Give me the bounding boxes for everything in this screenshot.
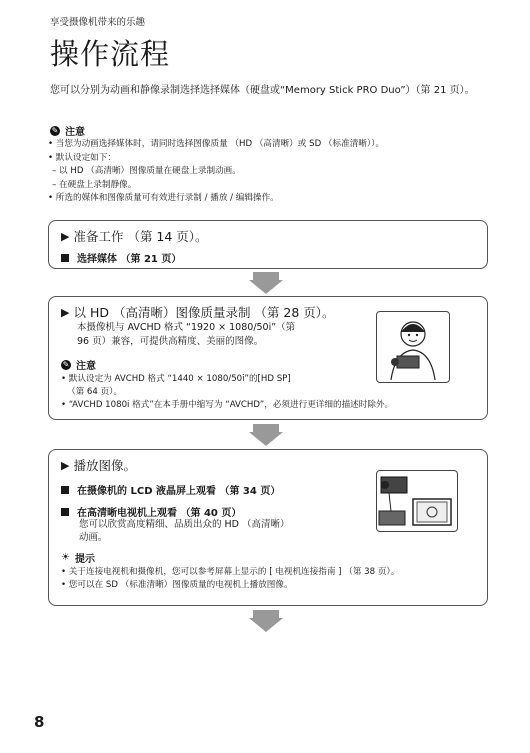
step-item: [61, 250, 181, 265]
step-description: [77, 321, 295, 349]
note-item: • 默认设定如下：: [48, 152, 116, 163]
step-heading-label: 以 HD （高清晰）图像质量录制 （第 28 页）。: [73, 305, 335, 320]
square-bullet-icon: [61, 486, 69, 494]
note-heading-label: 注意: [65, 127, 85, 138]
desc-line: 本摄像机与 AVCHD 格式 “1920 × 1080/50i”（第: [77, 322, 296, 333]
step-item-label: 在高清晰电视机上观看 （第 40 页）: [77, 508, 242, 519]
page-number: 8: [34, 713, 45, 731]
playback-illustration: [376, 470, 458, 532]
desc-line: 您可以欣赏高度精细、品质出众的 HD （高清晰）: [79, 519, 290, 530]
note-item: （第 64 页）。: [67, 387, 123, 397]
note-item: • 当您为动画选择媒体时，请同时选择图像质量 （HD （高清晰）或 SD （标准清晰））。: [48, 139, 385, 149]
lightbulb-icon: ☀: [61, 552, 70, 563]
note-heading: [61, 357, 96, 372]
hint-item: • 您可以在 SD （标准清晰）图像质量的电视机上播放图像。: [61, 580, 293, 590]
hint-list: [61, 566, 486, 592]
note-list: [48, 138, 508, 206]
step-item: [61, 504, 241, 519]
step-box-record: [48, 296, 488, 420]
step-item-label: 选择媒体 （第 21 页）: [77, 254, 182, 265]
note-item: • 所选的媒体和图像质量可有效进行录制 / 播放 / 编辑操作。: [48, 193, 279, 203]
desc-line: 动画。: [79, 532, 108, 543]
hint-item: • 关于连接电视机和摄像机，您可以参考屏幕上显示的 [ 电视机连接指南 ] （第 38 页）。: [61, 567, 400, 577]
step-item-description: [79, 518, 290, 544]
camera-tv-icon: [377, 471, 457, 531]
intro-text: 您可以分别为动画和静像录制选择选择媒体（硬盘或“Memory Stick PRO Duo”）（第 21 页）。: [50, 85, 475, 96]
note-heading-label: 注意: [76, 361, 96, 372]
desc-line: 96 页）兼容，可提供高精度、美丽的图像。: [77, 336, 264, 347]
down-arrow-icon: [249, 424, 283, 446]
page-title: 操作流程: [50, 37, 171, 71]
square-bullet-icon: [61, 508, 69, 516]
note-item: • “AVCHD 1080i 格式”在本手册中缩写为 “AVCHD”，必须进行更详细的描述时除外。: [61, 400, 394, 410]
caution-icon: ✎: [51, 126, 59, 135]
hint-heading-label: 提示: [74, 554, 95, 565]
step-heading: [61, 303, 335, 321]
note-item: • 默认设定为 AVCHD 格式 “1440 × 1080/50i”的[HD SP]: [61, 374, 291, 384]
triangle-icon: ▶: [61, 305, 70, 319]
note-item: – 在硬盘上录制静像。: [52, 179, 137, 190]
note-item: – 以 HD （高清晰）图像质量在硬盘上录制动画。: [52, 166, 241, 176]
person-camera-icon: [377, 312, 449, 382]
step-heading-label: 准备工作 （第 14 页）。: [73, 229, 208, 244]
caution-icon: ✎: [62, 360, 70, 369]
section-label: 享受摄像机带来的乐趣: [50, 17, 146, 28]
step-item: [61, 482, 280, 497]
step-item-label: 在摄像机的 LCD 液晶屏上观看 （第 34 页）: [77, 486, 281, 497]
step-heading-label: 播放图像。: [73, 458, 136, 473]
triangle-icon: ▶: [61, 229, 70, 243]
hint-heading: [61, 550, 95, 565]
note-list: [61, 373, 486, 412]
square-bullet-icon: [61, 254, 69, 262]
step-heading: [61, 456, 136, 474]
step-box-playback: [48, 449, 488, 606]
step-heading: [61, 227, 208, 245]
down-arrow-icon: [249, 610, 283, 632]
note-heading: [50, 123, 85, 138]
triangle-icon: ▶: [61, 458, 70, 472]
step-box-prepare: [48, 220, 488, 269]
down-arrow-icon: [249, 272, 283, 294]
